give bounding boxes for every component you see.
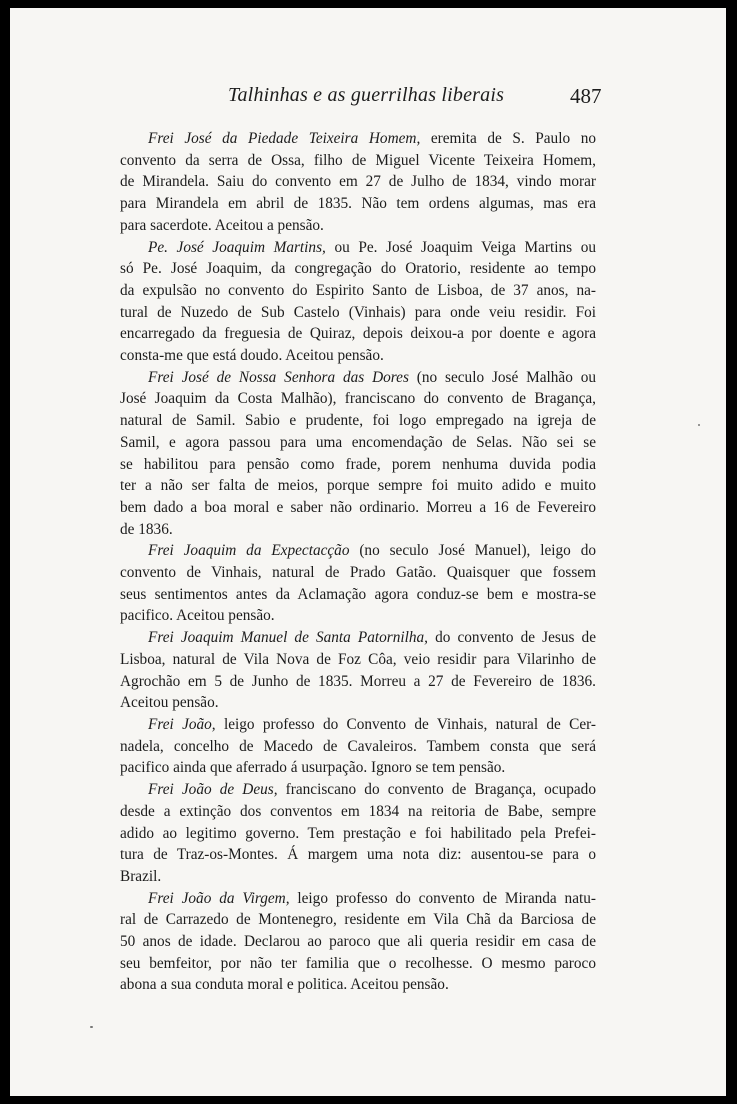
entry-frei-joao	[120, 714, 596, 779]
text-line: consta-me que está doudo. Aceitou pensão.	[120, 347, 384, 365]
text-line: ral de Carrazedo de Montenegro, residente em Vila Chã da Barciosa de	[120, 911, 596, 929]
text-line: José Joaquim da Costa Malhão), franciscano do convento de Bragança,	[120, 390, 596, 408]
text-line: de Mirandela. Saiu do convento em 27 de Julho de 1834, vindo morar	[120, 173, 596, 191]
entry-frei-joaquim-expectaccao	[120, 540, 596, 627]
page-body	[120, 128, 596, 996]
text-line: convento da serra de Ossa, filho de Miguel Vicente Teixeira Homem,	[120, 151, 596, 169]
entry-name: Frei José de Nossa Senhora das Dores	[148, 368, 409, 386]
text-line: seu bemfeitor, por não ter familia que o recolhesse. O mesmo paroco	[120, 954, 596, 972]
text-line: nadela, concelho de Macedo de Cavaleiros. Tambem consta que será	[120, 737, 596, 755]
text-line: se habilitou para pensão como frade, porem nenhuma duvida podia	[120, 455, 596, 473]
text-line: Frei Joaquim Manuel de Santa Patornilha, do convento de Jesus de	[148, 629, 596, 647]
text-line: pacifico ainda que aferrado á usurpação. Ignoro se tem pensão.	[120, 759, 506, 777]
text-line: natural de Samil. Sabio e prudente, foi logo empregado na igreja de	[120, 412, 596, 430]
entry-name: Frei José da Piedade Teixeira Homem,	[148, 130, 421, 147]
text-line: ter a não ser falta de meios, porque sempre foi muito adido e muito	[120, 477, 596, 495]
text-line: da expulsão no convento do Espirito Santo de Lisboa, de 37 anos, na-	[120, 281, 596, 299]
entry-pe-jose-joaquim-martins	[120, 237, 596, 367]
text-line: Frei João da Virgem, leigo professo do convento de Miranda natu-	[148, 889, 596, 907]
text-line: Frei João, leigo professo do Convento de Vinhais, natural de Cer-	[148, 715, 596, 733]
text-line: só Pe. José Joaquim, da congregação do Oratorio, residente ao tempo	[120, 260, 596, 278]
entry-frei-joao-de-deus	[120, 779, 596, 888]
entry-name: Pe. José Joaquim Martins,	[148, 238, 326, 256]
text-line: Frei João de Deus, franciscano do convento de Bragança, ocupado	[148, 781, 596, 799]
text-line: bem dado a boa moral e saber não ordinario. Morreu a 16 de Fevereiro	[120, 498, 596, 516]
entry-frei-jose-piedade	[120, 128, 596, 237]
entry-name: Frei João de Deus,	[148, 781, 278, 799]
entry-name: Frei Joaquim Manuel de Santa Patornilha,	[148, 629, 429, 647]
entry-frei-jose-nossa-senhora	[120, 367, 596, 541]
text-line: convento de Vinhais, natural de Prado Gatão. Quaisquer que fossem	[120, 564, 596, 582]
entry-frei-joaquim-manuel	[120, 627, 596, 714]
text-line: para Mirandela em abril de 1835. Não tem ordens algumas, mas era	[120, 195, 596, 213]
text-line: adido ao legitimo governo. Tem prestação e foi habilitado pela Prefei-	[120, 824, 596, 842]
text-line: 50 anos de idade. Declarou ao paroco que ali queria residir em casa de	[120, 933, 596, 951]
entry-name: Frei João,	[148, 715, 216, 733]
text-line: Aceitou pensão.	[120, 694, 219, 712]
running-title: Talhinhas e as guerrilhas liberais	[228, 84, 505, 106]
text-line: tural de Nuzedo de Sub Castelo (Vinhais) para onde veiu residir. Foi	[120, 303, 596, 321]
book-page	[10, 8, 726, 1096]
entry-name: Frei Joaquim da Expectacção	[148, 542, 350, 560]
text-line: para sacerdote. Aceitou a pensão.	[120, 216, 324, 234]
text-line: Lisboa, natural de Vila Nova de Foz Côa, veio residir para Vilarinho de	[120, 650, 596, 668]
entry-frei-joao-da-virgem	[120, 888, 596, 997]
text-line: Frei José da Piedade Teixeira Homem, eremita de S. Paulo no	[148, 130, 596, 147]
text-line: Samil, e agora passou para uma encomendação de Selas. Não sei se	[120, 433, 596, 451]
page-number: 487	[570, 84, 602, 108]
text-line: tura de Traz-os-Montes. Á margem uma nota diz: ausentou-se para o	[120, 846, 596, 864]
scan-speck	[90, 1026, 93, 1028]
entry-name: Frei João da Virgem,	[148, 889, 290, 907]
text-line: abona a sua conduta moral e politica. Aceitou pensão.	[120, 976, 449, 994]
text-line: de 1836.	[120, 520, 173, 538]
scan-speck	[698, 424, 700, 426]
text-line: pacifico. Aceitou pensão.	[120, 607, 275, 625]
text-line: encarregado da freguesia de Quiraz, depois deixou-a por doente e agora	[120, 325, 596, 343]
text-line: Agrochão em 5 de Junho de 1835. Morreu a 27 de Fevereiro de 1836.	[120, 672, 596, 690]
text-line: seus sentimentos antes da Aclamação agora conduz-se bem e mostra-se	[120, 585, 596, 603]
text-line: Frei Joaquim da Expectacção (no seculo José Manuel), leigo do	[148, 542, 596, 560]
text-line: Brazil.	[120, 867, 162, 885]
text-line: Frei José de Nossa Senhora das Dores (no seculo José Malhão ou	[148, 368, 597, 386]
text-line: Pe. José Joaquim Martins, ou Pe. José Joaquim Veiga Martins ou	[148, 238, 596, 256]
text-line: desde a extinção dos conventos em 1834 na reitoria de Babe, sempre	[120, 802, 596, 820]
